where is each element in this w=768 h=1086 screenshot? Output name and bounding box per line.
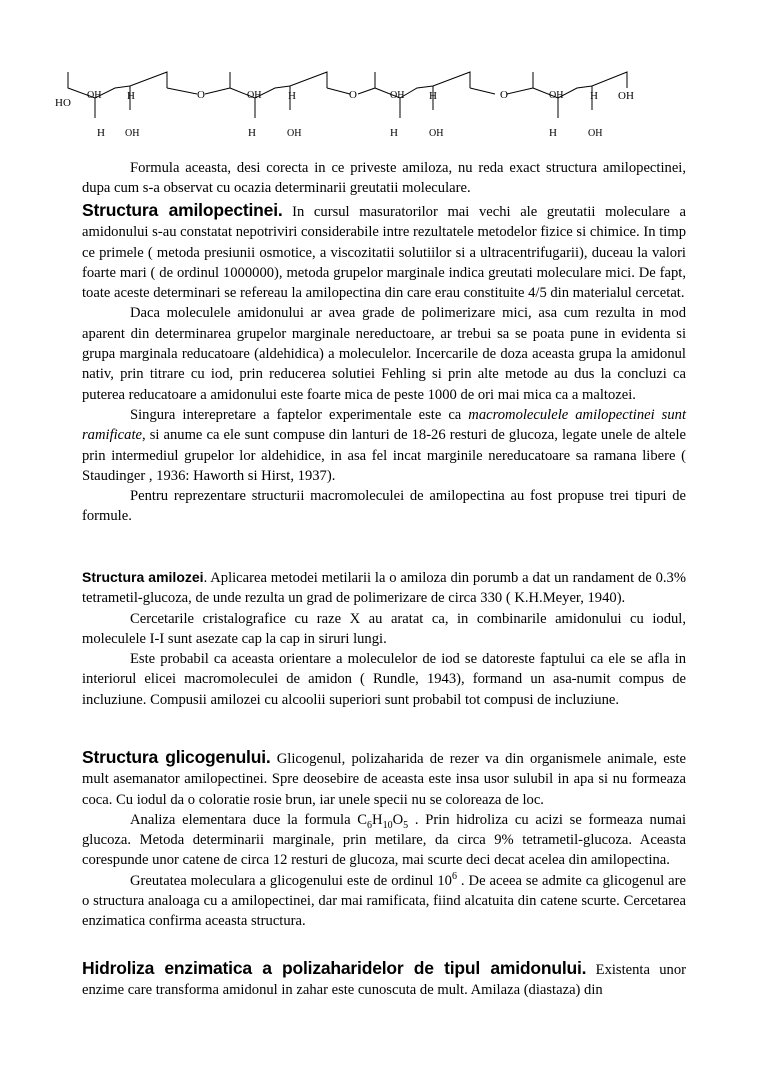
section-amiloza xyxy=(82,567,686,710)
paragraph-text: Glicogenul, polizaharida de rezer va din organismele animale, este mult asemanator amilopectinei. Spre deosebire de aceasta este insa usor sulubil in apa si nu formeaza coca. Cu iodul da o coloratie rosie brun, iar unele specii nu se coloreaza de loc. xyxy=(82,751,686,808)
paragraph: Pentru reprezentare structurii macromoleculei de amilopectina au fost propuse trei tipuri de formule. xyxy=(82,488,686,525)
paragraph xyxy=(82,958,686,1001)
paragraph-text: H xyxy=(372,811,383,828)
paragraph: Cercetarile cristalografice cu raze X au aratat ca, in combinarile amidonului cu iodul, moleculele I-I sunt asezate cap la cap in siruri lungi. xyxy=(82,610,686,647)
formula-label-h: H xyxy=(97,127,105,139)
paragraph-intro xyxy=(82,158,686,199)
section-heading: Structura amilopectinei. xyxy=(82,200,283,220)
paragraph-text: Analiza elementara duce la formula C xyxy=(130,811,368,828)
formula-label-oh: OH xyxy=(549,90,564,101)
formula-label-ho: HO xyxy=(55,97,71,109)
formula-label-h: H xyxy=(590,90,598,102)
formula-label-h: H xyxy=(248,127,256,139)
paragraph-text: Greutatea moleculara a glicogenului este de ordinul 10 xyxy=(130,872,452,889)
paragraph-text: , si anume ca ele sunt compuse din lanturi de 18-26 resturi de glucoza, legate unele de altele prin intermediul grupelor lor aldehidice, in asa fel incat marginile nereducatoare sa ramana libere ( Staudinger , 1936: Haworth si Hirst, 1937). xyxy=(82,427,686,484)
paragraph: Daca moleculele amidonului ar avea grade de polimerizare mici, asa cum rezulta in mod aparent din determinarea grupelor marginale nereductoare, ar trebui sa se poata pune in evidenta si grupa marginala reducatoare (aldehidica) a moleculelor. Incercarile de doza aceasta grupa la amidonul nativ, prin titrare cu iod, prin reducerea solutiei Fehling si prin alte metode au dus la concluzi ca puterea reducatoare a amidonului este foarte mica de peste 1000 de ori mai mica ca a maltozei. xyxy=(82,305,686,403)
paragraph xyxy=(82,871,686,932)
formula-label-o: O xyxy=(349,89,357,101)
subscript: 5 xyxy=(403,819,409,831)
amylose-chain-formula xyxy=(55,70,655,150)
paragraph-text: In cursul masuratorilor mai vechi ale greutatii moleculare a amidonului s-au constatat nepotriviri considerabile intre rezultatele metodelor fizice si chimice. In timp ce primele ( metoda presiunii osmotice, a viscozitatii solutiilor si a ultracentrifugarii), duceau la valori foarte mari ( de ordinul 1000000), metoda grupelor marginale indica greutati moleculare mici. De fapt, toate aceste determinari se refereau la amilopectina din care erau constituite 4/5 din materialul cercetat. xyxy=(82,204,686,302)
paragraph xyxy=(82,567,686,609)
formula-label-o: O xyxy=(500,89,508,101)
paragraph xyxy=(82,200,686,303)
paragraph: Formula aceasta, desi corecta in ce priveste amiloza, nu reda exact structura amilopectinei, dupa cum s-a observat cu ocazia determinarii greutatii moleculare. xyxy=(82,160,686,197)
formula-label-h: H xyxy=(549,127,557,139)
section-heading: Hidroliza enzimatica a polizaharidelor de tipul amidonului. xyxy=(82,958,587,978)
subscript: 6 xyxy=(367,819,373,831)
formula-label-h: H xyxy=(288,90,296,102)
superscript: 6 xyxy=(451,870,457,882)
emphasis-text: macromoleculele amilopectinei sunt ramificate xyxy=(82,406,686,444)
formula-label-h: H xyxy=(390,127,398,139)
section-glicogen xyxy=(82,747,686,932)
formula-label-oh: OH xyxy=(125,128,140,139)
formula-label-h: H xyxy=(127,90,135,102)
paragraph-text: Singura interepretare a faptelor experimentale este ca xyxy=(130,406,469,423)
paragraph xyxy=(82,810,686,871)
formula-label-h: H xyxy=(429,90,437,102)
section-heading: Structura amilozei xyxy=(82,569,204,585)
paragraph xyxy=(82,405,686,486)
formula-label-oh: OH xyxy=(618,90,634,102)
paragraph xyxy=(82,747,686,810)
paragraph-text: . Aplicarea metodei metilarii la o amiloza din porumb a dat un randament de 0.3% tetrametil-glucoza, de unde rezulta un grad de polimerizare de circa 330 ( K.H.Meyer, 1940). xyxy=(82,570,686,607)
section-hidroliza xyxy=(82,958,686,1001)
section-heading: Structura glicogenului. xyxy=(82,747,271,767)
formula-label-o: O xyxy=(197,89,205,101)
paragraph: Este probabil ca aceasta orientare a moleculelor de iod se datoreste faptului ca ele se afla in interiorul elicei macromoleculei de amidon ( Rundle, 1943), formand un asa-numit compus de incluziune. Compusii amilozei cu alcoolii superiori sunt probabil tot compusi de incluziune. xyxy=(82,651,686,708)
formula-label-oh: OH xyxy=(390,90,405,101)
formula-label-oh: OH xyxy=(588,128,603,139)
paragraph-text: . De aceea se admite ca glicogenul are o structura analoaga cu a amilopectinei, dar mai ramificata, fiind alcatuita din catene scurte. Cercetarea enzimatica confirma aceasta structura. xyxy=(82,872,686,930)
formula-label-oh: OH xyxy=(87,90,102,101)
paragraph-text: . Prin hidroliza cu acizi se formeaza numai glucoza. Metoda determinarii marginale, prin metilare, da circa 9% tetrametil-glucoza. Aceasta corespunde unor catene de circa 12 resturi de glucoza, mai scurte deci decat acelea din amilopectina. xyxy=(82,811,687,869)
subscript: 10 xyxy=(382,819,393,831)
formula-label-oh: OH xyxy=(247,90,262,101)
paragraph-text: O xyxy=(392,811,404,828)
section-amilopectina xyxy=(82,200,686,527)
formula-label-oh: OH xyxy=(287,128,302,139)
formula-label-oh: OH xyxy=(429,128,444,139)
paragraph-text: Existenta unor enzime care transforma amidonul in zahar este cunoscuta de mult. Amilaza (diastaza) din xyxy=(82,962,686,999)
